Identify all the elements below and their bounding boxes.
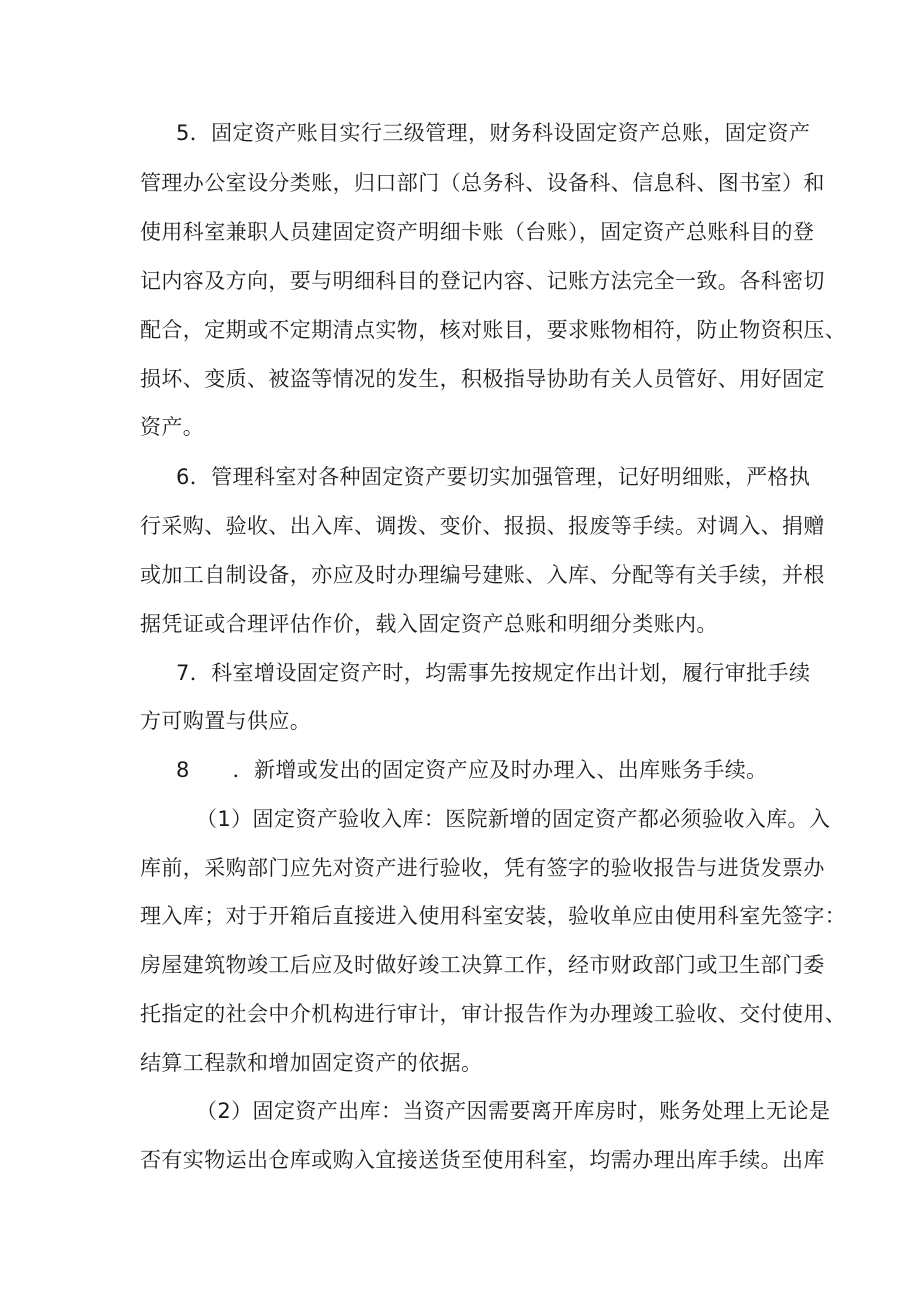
- subparagraph-1-line-1: （1）固定资产验收入库：医院新增的固定资产都必须验收入库。入: [196, 807, 831, 831]
- paragraph-7-line-1: 7．科室增设固定资产时，均需事先按规定作出计划，履行审批手续: [176, 661, 811, 685]
- subparagraph-1-line-3: 理入库；对于开箱后直接进入使用科室安装，验收单应由使用科室先签字：: [140, 904, 847, 928]
- paragraph-5-line-1: 5．固定资产账目实行三级管理，财务科设固定资产总账，固定资产: [176, 121, 811, 145]
- paragraph-5-line-5: 配合，定期或不定期清点实物，核对账目，要求账物相符，防止物资积压、: [140, 318, 847, 342]
- paragraph-5-line-3: 使用科室兼职人员建固定资产明细卡账（台账），固定资产总账科目的登: [140, 220, 815, 244]
- subparagraph-2-line-1: （2）固定资产出库：当资产因需要离开库房时，账务处理上无论是: [196, 1099, 831, 1123]
- paragraph-8-line-1: 8 ．新增或发出的固定资产应及时办理入、出库账务手续。: [176, 758, 768, 782]
- paragraph-5-line-7: 资产。: [140, 415, 205, 439]
- paragraph-6-line-2: 行采购、验收、出入库、调拨、变价、报损、报废等手续。对调入、捐赠: [140, 514, 825, 538]
- paragraph-5-line-4: 记内容及方向，要与明细科目的登记内容、记账方法完全一致。各科密切: [140, 269, 825, 293]
- paragraph-6-line-3: 或加工自制设备，亦应及时办理编号建账、入库、分配等有关手续，并根: [140, 563, 825, 587]
- subparagraph-1-line-4: 房屋建筑物竣工后应及时做好竣工决算工作，经市财政部门或卫生部门委: [140, 953, 825, 977]
- paragraph-5-line-2: 管理办公室设分类账，归口部门（总务科、设备科、信息科、图书室）和: [140, 171, 825, 195]
- subparagraph-1-line-6: 结算工程款和增加固定资产的依据。: [140, 1051, 483, 1075]
- paragraph-6-line-4: 据凭证或合理评估作价，载入固定资产总账和明细分类账内。: [140, 612, 718, 636]
- subparagraph-1-line-2: 库前，采购部门应先对资产进行验收，凭有签字的验收报告与进货发票办: [140, 856, 825, 880]
- subparagraph-2-line-2: 否有实物运出仓库或购入宜接送货至使用科室，均需办理出库手续。出库: [140, 1148, 825, 1172]
- paragraph-5-line-6: 损坏、变质、被盗等情况的发生，积极指导协助有关人员管好、用好固定: [140, 367, 825, 391]
- paragraph-7-line-2: 方可购置与供应。: [140, 709, 312, 733]
- subparagraph-1-line-5: 托指定的社会中介机构进行审计，审计报告作为办理竣工验收、交付使用、: [140, 1002, 847, 1026]
- paragraph-6-line-1: 6．管理科室对各种固定资产要切实加强管理，记好明细账，严格执: [176, 465, 811, 489]
